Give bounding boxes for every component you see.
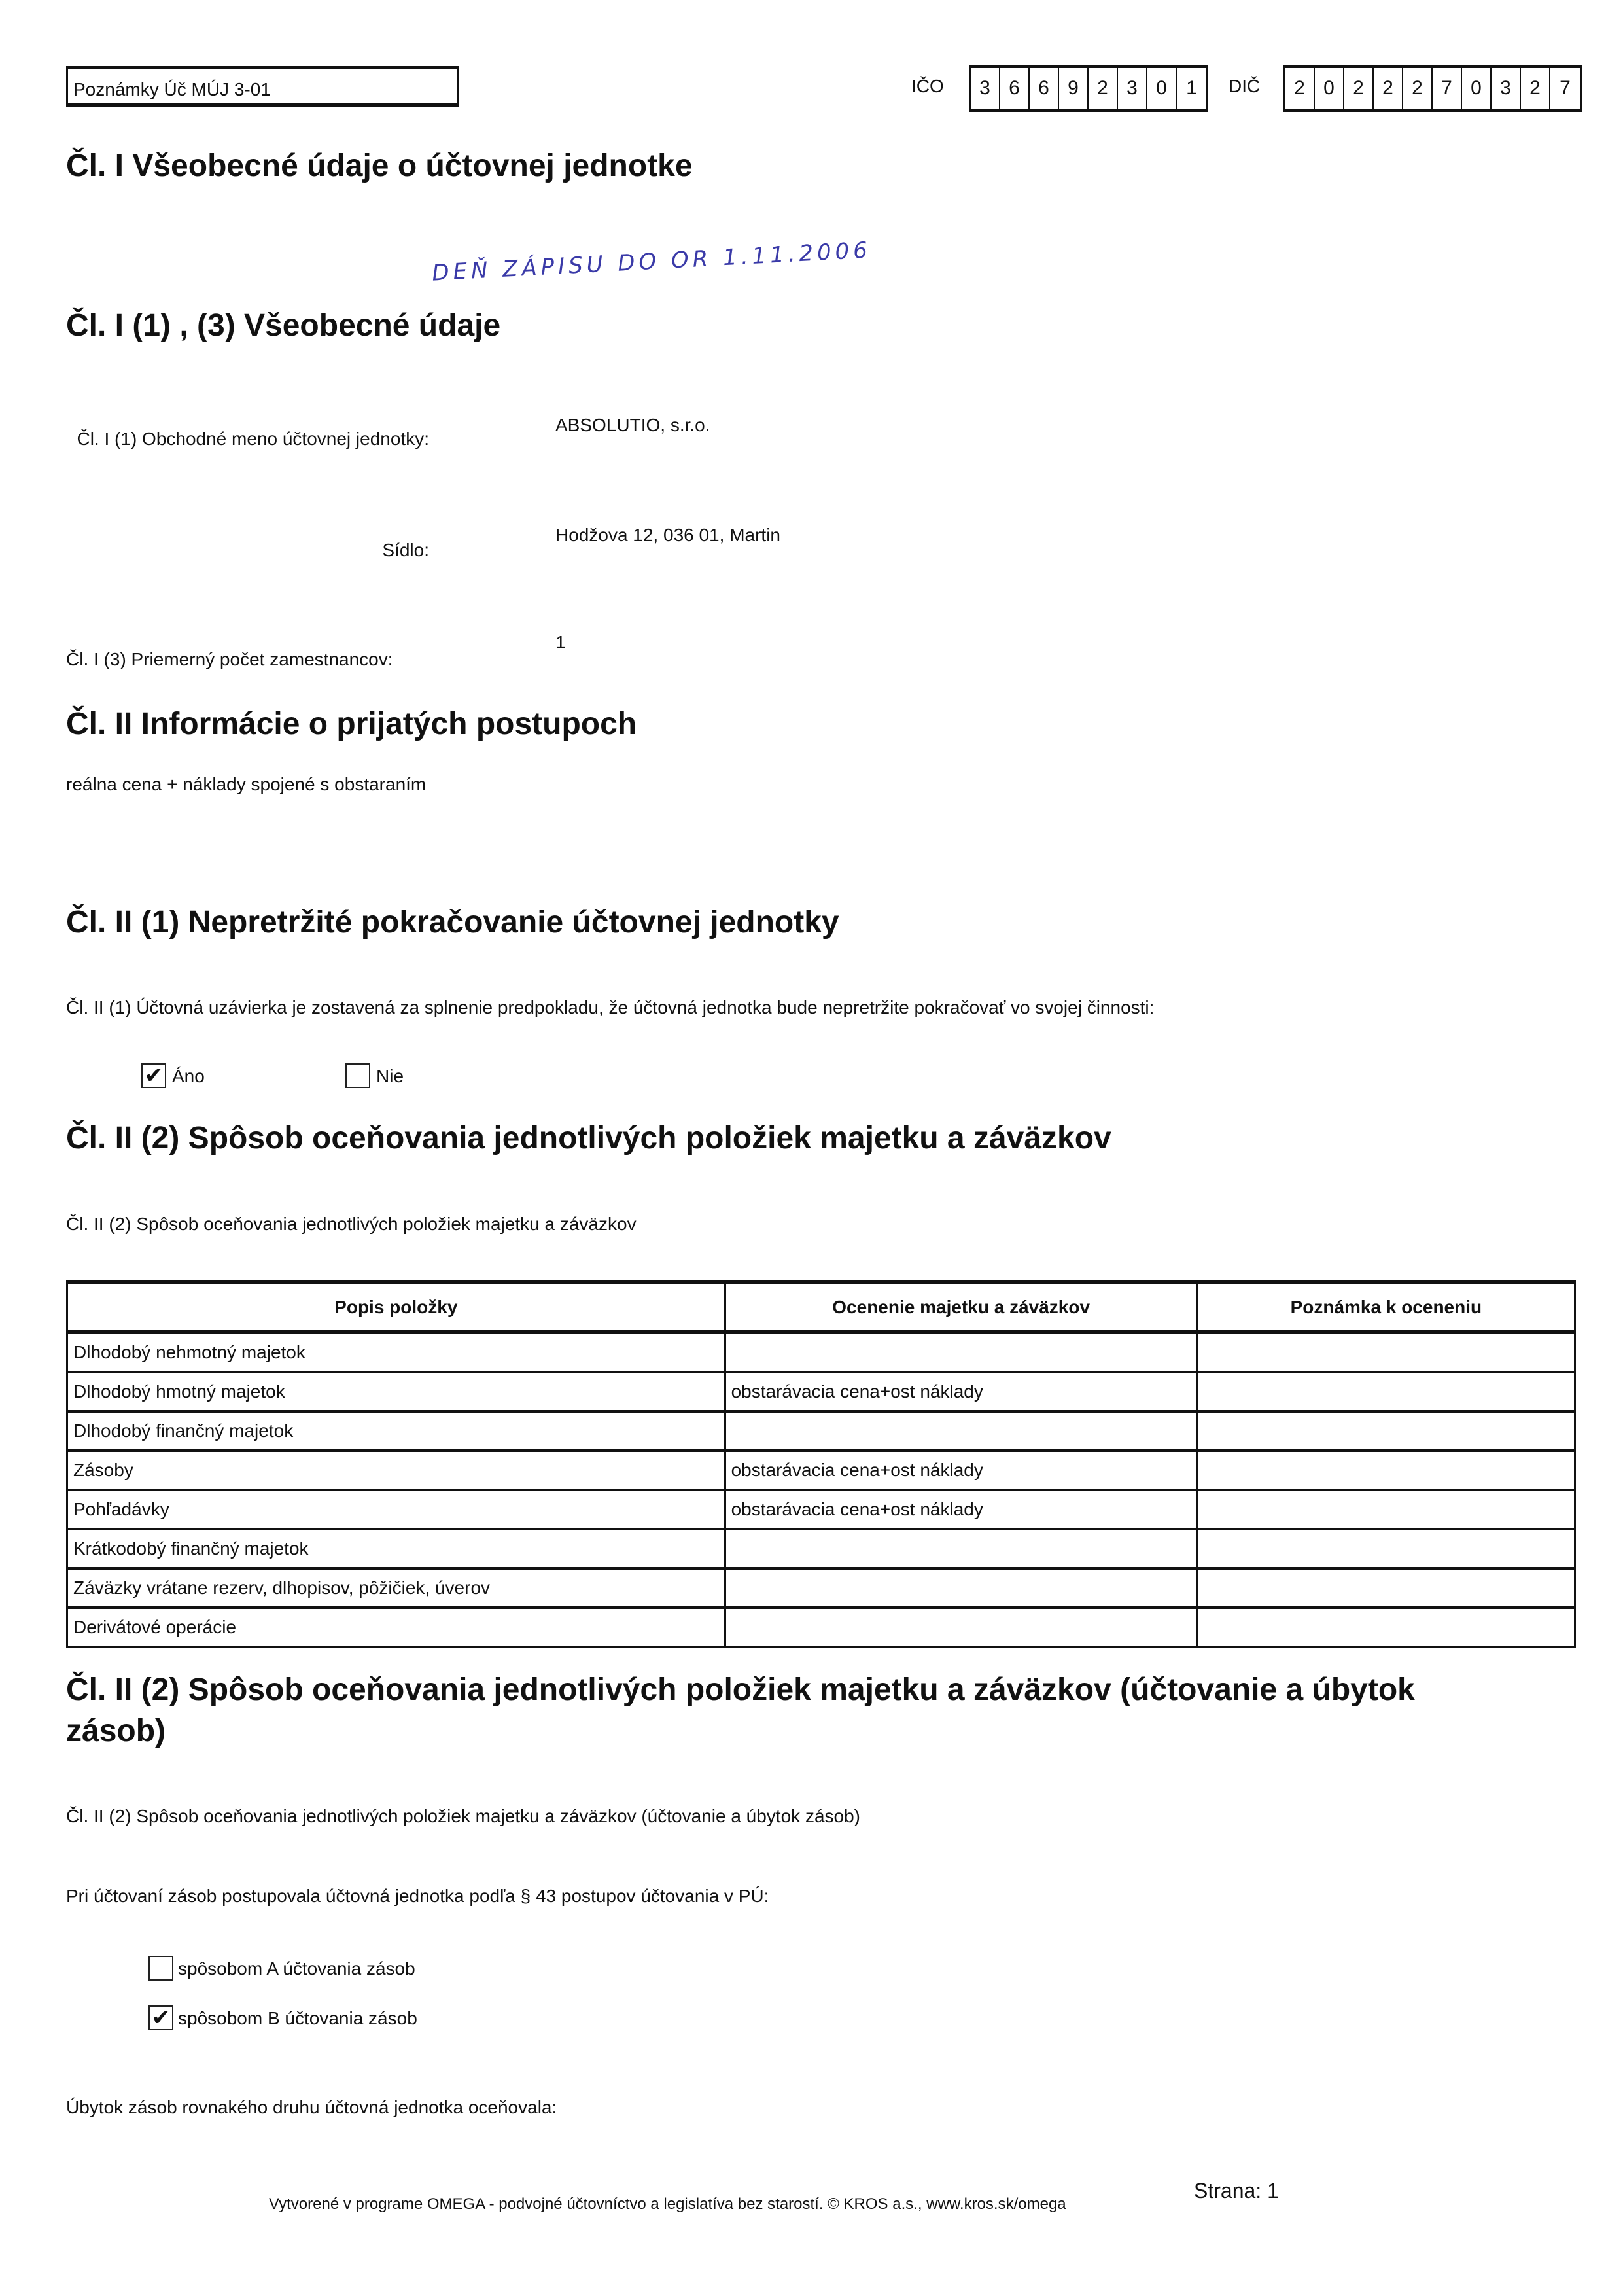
ico-field: [969, 65, 1208, 112]
table-cell: Zásoby: [67, 1451, 725, 1490]
table-cell: Krátkodobý finančný majetok: [67, 1529, 725, 1568]
section-heading: Čl. I (1) , (3) Všeobecné údaje: [66, 308, 501, 343]
table-cell: obstarávacia cena+ost náklady: [725, 1451, 1197, 1490]
valuation-table: [66, 1280, 1576, 1648]
stock-method-text: Pri účtovaní zásob postupovala účtovná jednotka podľa § 43 postupov účtovania v PÚ:: [66, 1886, 769, 1906]
method-b-label: spôsobom B účtovania zásob: [178, 2008, 417, 2028]
digit-cell: 0: [1462, 68, 1492, 109]
check-icon: ✔: [144, 1063, 164, 1088]
table-cell: [1197, 1332, 1575, 1372]
table-cell: Dlhodobý hmotný majetok: [67, 1372, 725, 1411]
yes-label: Áno: [172, 1066, 205, 1086]
table-row: [67, 1568, 1575, 1608]
table-cell: [1197, 1529, 1575, 1568]
policy-text: reálna cena + náklady spojené s obstaraním: [66, 774, 427, 794]
employees-value: 1: [555, 632, 566, 652]
table-row: [67, 1411, 1575, 1451]
table-row: [67, 1372, 1575, 1411]
table-header-row: [67, 1282, 1575, 1332]
column-header: Poznámka k oceneniu: [1197, 1282, 1575, 1332]
dic-label: DIČ: [1229, 76, 1261, 96]
table-cell: Dlhodobý finančný majetok: [67, 1411, 725, 1451]
table-cell: Derivátové operácie: [67, 1608, 725, 1647]
section-heading-cont: zásob): [66, 1714, 166, 1748]
table-row: [67, 1332, 1575, 1372]
table-cell: [725, 1568, 1197, 1608]
method-b-checkbox[interactable]: [148, 2005, 173, 2030]
table-row: [67, 1608, 1575, 1647]
table-cell: [725, 1608, 1197, 1647]
valuation-text: Čl. II (2) Spôsob oceňovania jednotlivých položiek majetku a záväzkov: [66, 1214, 637, 1234]
continuity-text: Čl. II (1) Účtovná uzávierka je zostavená za splnenie predpokladu, že účtovná jednotka bude nepretržite pokračovať vo svojej činnosti:: [66, 997, 1155, 1017]
section-heading: Čl. I Všeobecné údaje o účtovnej jednotke: [66, 149, 693, 183]
form-name: Poznámky Úč MÚJ 3-01: [73, 79, 271, 99]
footer-credits: Vytvorené v programe OMEGA - podvojné účtovníctvo a legislatíva bez starostí. © KROS a.s., www.kros.sk/omega: [269, 2195, 1066, 2213]
method-a-checkbox[interactable]: [148, 1956, 173, 1981]
table-cell: Záväzky vrátane rezerv, dlhopisov, pôžičiek, úverov: [67, 1568, 725, 1608]
employees-label: Čl. I (3) Priemerný počet zamestnancov:: [66, 649, 393, 669]
table-cell: Dlhodobý nehmotný majetok: [67, 1332, 725, 1372]
seat-label: Sídlo:: [382, 540, 429, 560]
table-row: [67, 1490, 1575, 1529]
section-heading: Čl. II (1) Nepretržité pokračovanie účtovnej jednotky: [66, 905, 839, 940]
digit-cell: 2: [1089, 68, 1118, 109]
digit-cell: 3: [971, 68, 1000, 109]
form-name-box: [66, 66, 459, 107]
table-cell: [1197, 1372, 1575, 1411]
digit-cell: 2: [1344, 68, 1374, 109]
digit-cell: 1: [1186, 77, 1197, 99]
table-cell: [725, 1332, 1197, 1372]
stock-text: Čl. II (2) Spôsob oceňovania jednotlivých položiek majetku a záväzkov (účtovanie a úbytok zásob): [66, 1806, 860, 1826]
table-cell: [1197, 1490, 1575, 1529]
table-cell: [725, 1529, 1197, 1568]
check-icon: ✔: [151, 2005, 171, 2030]
digit-cell: 6: [1000, 68, 1030, 109]
table-cell: [725, 1411, 1197, 1451]
section-heading: Čl. II Informácie o prijatých postupoch: [66, 707, 637, 741]
table-cell: [1197, 1608, 1575, 1647]
seat-value: Hodžova 12, 036 01, Martin: [555, 525, 780, 545]
digit-cell: 0: [1315, 68, 1344, 109]
column-header: Popis položky: [67, 1282, 725, 1332]
dic-field: [1283, 65, 1582, 112]
table-cell: [1197, 1451, 1575, 1490]
digit-cell: 2: [1285, 68, 1315, 109]
digit-cell: 7: [1433, 68, 1462, 109]
digit-cell: 0: [1147, 68, 1177, 109]
section-heading: Čl. II (2) Spôsob oceňovania jednotlivých položiek majetku a záväzkov: [66, 1121, 1111, 1156]
name-label: Čl. I (1) Obchodné meno účtovnej jednotky:: [77, 429, 429, 449]
name-value: ABSOLUTIO, s.r.o.: [555, 415, 710, 435]
digit-cell: 9: [1059, 68, 1089, 109]
table-row: [67, 1529, 1575, 1568]
no-checkbox[interactable]: [345, 1063, 370, 1088]
column-header: Ocenenie majetku a záväzkov: [725, 1282, 1197, 1332]
table-cell: Pohľadávky: [67, 1490, 725, 1529]
table-row: [67, 1451, 1575, 1490]
digit-cell: 2: [1403, 68, 1433, 109]
ico-label: IČO: [911, 76, 944, 96]
digit-cell: 2: [1521, 68, 1550, 109]
digit-cell: 2: [1374, 68, 1403, 109]
no-label: Nie: [376, 1066, 404, 1086]
section-heading: Čl. II (2) Spôsob oceňovania jednotlivých položiek majetku a záväzkov (účtovanie a úbytok: [66, 1672, 1415, 1707]
digit-cell: 3: [1492, 68, 1521, 109]
handwritten-note: DEŇ ZÁPISU DO OR 1.11.2006: [431, 237, 872, 287]
yes-checkbox[interactable]: [141, 1063, 166, 1088]
digit-cell: 6: [1030, 68, 1059, 109]
table-cell: obstarávacia cena+ost náklady: [725, 1490, 1197, 1529]
digit-cell: 7: [1560, 77, 1571, 99]
decrease-text: Úbytok zásob rovnakého druhu účtovná jednotka oceňovala:: [66, 2097, 557, 2117]
table-cell: [1197, 1411, 1575, 1451]
page-number: Strana: 1: [1194, 2179, 1279, 2202]
digit-cell: 3: [1118, 68, 1147, 109]
method-a-label: spôsobom A účtovania zásob: [178, 1958, 415, 1979]
table-cell: obstarávacia cena+ost náklady: [725, 1372, 1197, 1411]
table-cell: [1197, 1568, 1575, 1608]
